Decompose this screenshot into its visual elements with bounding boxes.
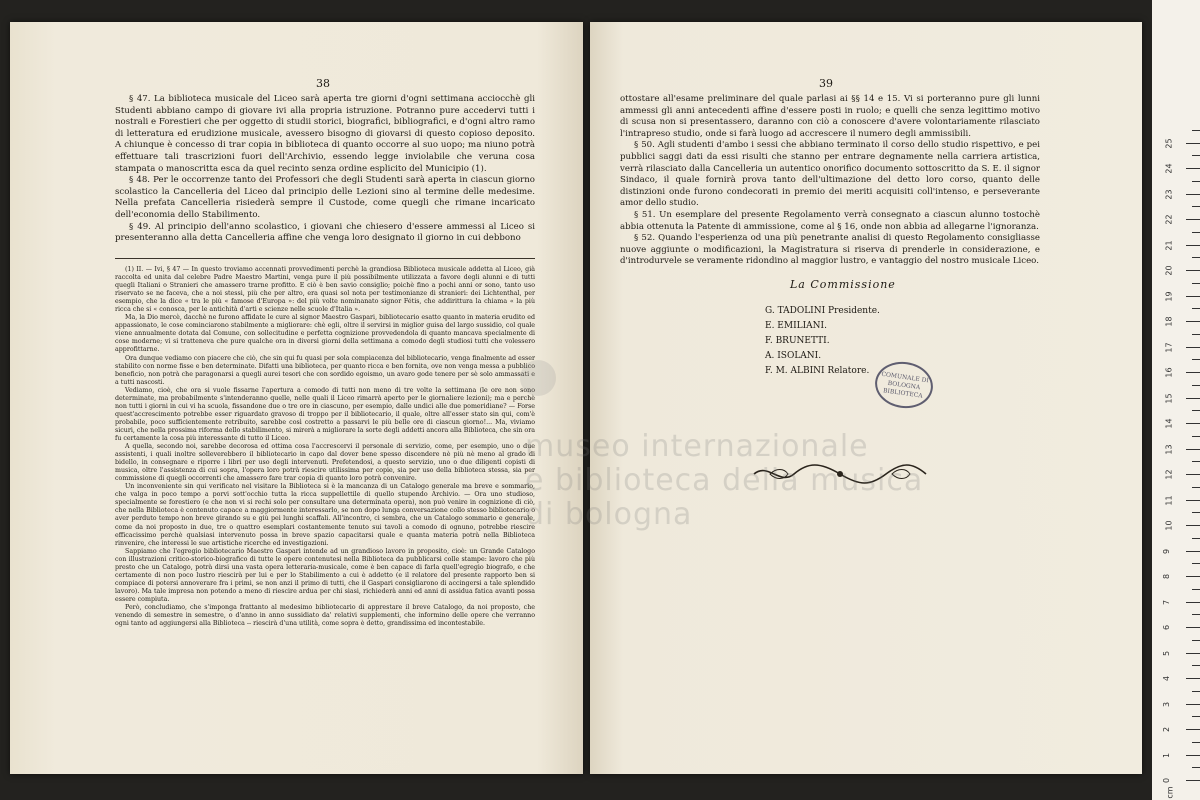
ruler-unit: cm: [1165, 786, 1175, 799]
right-page-number: 39: [819, 77, 833, 90]
ruler-half-tick: [1192, 538, 1200, 539]
ruler-half-tick: [1192, 691, 1200, 692]
footnote-paragraph: Ma, la Dio mercè, dacchè ne furono affidate le cure al signor Maestro Gaspari, bibliotecario esatto quanto in materia erudito ed appassionato, le cose cominciarono stabilmente a migliorare: chè egli, oltre il servirsi in miglior guisa del largo sussidio, col quale viene annualmente dotata dal Comune, con sollecitudine e perfetta cognizione provvedendola di quanto mancava specialmente di cose moderne; vi si tratteneva che pure qualche ora in diversi giorni della settimana a comodo degli studiosi tutti che volessero approfittarne.: [115, 314, 535, 354]
ruler-tick: [1186, 423, 1200, 424]
ruler-tick: [1186, 168, 1200, 169]
ruler-number: 6: [1162, 624, 1172, 631]
ruler-tick: [1186, 296, 1200, 297]
footnote-paragraph: Sappiamo che l'egregio bibliotecario Maestro Gaspari intende ad un grandioso lavoro in proposito, cioè: un Grande Catalogo con illustrazioni critico-storico-biografico di tutte le opere contenutesi nella Biblioteca da pubblicarsi colle stampe: lavoro che più presto che un Catalogo, potrà dirsi una vasta opera letteraria-musicale, come è ben capace di farla quell'egregio biografo, e che certamente di non poco lustro riescirà per lui e per lo Stabilimento a cui è addetto (e il relatore del presente rapporto ben si compiace di potersi annoverare fra i primi, se non anzi il primo di tutti, che il Gaspari consigliarono di accingersi a tale splendido lavoro). Ma tale impresa non potendo a meno di riescire ardua per chi siasi, richiederà anni ed anni di assidua fatica avanti possa essere compiuta.: [115, 547, 535, 603]
signatory: E. EMILIANI.: [765, 321, 827, 331]
ruler-half-tick: [1192, 640, 1200, 641]
footnote-paragraph: (1) II. — Ivi, § 47 — In questo troviamo accennati provvedimenti perchè la grandiosa Biblioteca musicale addetta al Liceo, già raccolta ed unita dal celebre Padre Maestro Martini, venga pure il più possibilmente utilizzata a favore degli alunni e di tutti quegli Italiani o Stranieri che amassero trarne profitto. E ciò è ben savio consiglio; poichè fino a pochi anni or sono, tanto uso riservato se ne faceva, che a noi stessi, più che per altro, era quasi sol nota per testimonianze di stranieri: dei Lichtenthal, per esempio, che la dice « tra le più « famose d'Europa »: del più volte nominanato signor Fétis, che addirittura la chiama « la più ricca che si « conosca, per le antichità d'arti e scienze nelle scuole d'Italia ».: [115, 266, 535, 314]
ruler-tick: [1186, 500, 1200, 501]
ruler-number: 12: [1164, 469, 1174, 480]
footnote-paragraph: Ora dunque vediamo con piacere che ciò, che sin qui fu quasi per sola compiacenza del bibliotecario, venga finalmente ad esser stabilito con norme fisse e ben determinate. Difatti una biblioteca, per quanto ricca e ben fornita, ove non venga messa a pubblico beneficio, non potrà che paragonarsi a quegli aurei tesori che con sordido egoismo, un avaro gode tenere per sè solo ammassati e a tutti nascosti.: [115, 354, 535, 386]
ruler-half-tick: [1192, 487, 1200, 488]
ruler-half-tick: [1192, 614, 1200, 615]
footnote-paragraph: Un inconveniente sin qui verificato nel visitare la Biblioteca si è la mancanza di un Catalogo generale ma breve e sommario, che valga in poco tempo a porvi sott'occhio tutta la ricca suppellettile di quello stupendo Archivio. — Ora uno studioso, specialmente se forestiero (e che non vi si rechi solo per consultare una determinata opera), non può venire in cognizione di ciò, che nella Biblioteca è contenuto capace a maggiormente interessarlo, se non dopo lunga conversazione collo stesso bibliotecario o aver perduto tempo non breve girando su e giù pei lunghi scaffali. All'incontro, ci sembra, che un Catalogo sommario e generale, come da noi proposto in due, tre o quattro esemplari costantemente tenuto sui tavoli a comodo di ognuno, potrebbe riescire efficacissimo perchè qualsiasi intervenuto possa in breve spazio capacitarsi quale e quanta materia potrà nella Biblioteca rinvenire, che interessi le sue artistiche ricerche ed investigazioni.: [115, 483, 535, 547]
paragraph-48: § 48. Per le occorrenze tanto dei Professori che degli Studenti sarà aperta in ciascun giorno scolastico la Cancelleria del Liceo dal principio delle Lezioni sino al termine delle medesime. Nella prefata Cancelleria risiederà sempre il Custode, come quegli che rimane incaricato dell'economia dello Stabilimento.: [115, 175, 535, 220]
ruler-number: 4: [1162, 675, 1172, 682]
paragraph-49: § 49. Al principio dell'anno scolastico, i giovani che chiesero d'essere ammessi al Liceo si presenteranno alla detta Cancelleria affine che venga loro designato il giorno in cui debbono: [115, 221, 535, 244]
signatory: F. M. ALBINI Relatore.: [765, 366, 870, 376]
measurement-ruler: [1152, 0, 1200, 800]
library-stamp: [872, 358, 936, 412]
watermark-logo: [520, 360, 556, 396]
ruler-tick: [1186, 602, 1200, 603]
ruler-number: 20: [1164, 265, 1174, 276]
ruler-number: 19: [1164, 290, 1174, 302]
ruler-half-tick: [1192, 181, 1200, 182]
ruler-tick: [1186, 270, 1200, 271]
ruler-number: 25: [1164, 137, 1174, 149]
ruler-tick: [1186, 729, 1200, 730]
ruler-tick: [1186, 321, 1200, 322]
ruler-number: 7: [1162, 599, 1172, 605]
ruler-number: 3: [1162, 701, 1172, 707]
paragraph-50: § 50. Agli studenti d'ambo i sessi che abbiano terminato il corso dello studio rispettivo, e pei pubblici saggi dati da essi risulti che stanno per entrare degnamente nella carriera artistica, verrà rilasciato dalla Cancelleria un autentico onorifico documento sottoscritto da S. E. il signor Sindaco, il quale fornirà prova tanto dell'ultimazione del detto loro corso, quanto delle distinzioni onde furono condecorati in premio dei meriti acquisiti coll'intenso, e perseverante amor dello studio.: [620, 140, 1040, 209]
ruler-tick: [1186, 653, 1200, 654]
ruler-number: 8: [1162, 573, 1172, 580]
ruler-tick: [1186, 627, 1200, 628]
ruler-half-tick: [1192, 232, 1200, 233]
left-page: [10, 22, 583, 774]
ruler-half-tick: [1192, 257, 1200, 258]
signatory: A. ISOLANI.: [765, 351, 822, 361]
left-page-number: 38: [316, 77, 330, 90]
ruler-half-tick: [1192, 283, 1200, 284]
ruler-number: 24: [1164, 163, 1174, 174]
ruler-tick: [1186, 194, 1200, 195]
ruler-half-tick: [1192, 742, 1200, 743]
commission-title: La Commissione: [790, 278, 896, 291]
ruler-tick: [1186, 678, 1200, 679]
ruler-tick: [1186, 704, 1200, 705]
signatories: [765, 304, 880, 379]
left-body: [115, 94, 535, 245]
ruler-number: 5: [1162, 650, 1172, 656]
ruler-number: 16: [1164, 367, 1174, 378]
ruler-half-tick: [1192, 461, 1200, 462]
ruler-number: 18: [1164, 316, 1174, 327]
ruler-number: 0: [1162, 777, 1172, 784]
right-page: [590, 22, 1142, 774]
footnote-paragraph: A quella, secondo noi, sarebbe decorosa ed ottima cosa l'accrescervi il personale di servizio, come, per esempio, uno o due assistenti, i quali inoltre solleverebbero il bibliotecario in capo dal dover bene spesso discendere nè più nè meno al grado di bidello, in consegnare e riporre i libri per uso degli intervenuti. Prefetendosi, a questo servizio, uno o due diligenti copisti di musica, oltre l'assistenza di cui sopra, l'opera loro potrà riescire utilissima per copie, sia per uso della biblioteca stessa, sia per commissione di quegli occorrenti che amassero fare trar copia di quanto loro potrà convenire.: [115, 443, 535, 483]
right-body: [620, 94, 1040, 268]
ruler-half-tick: [1192, 436, 1200, 437]
ruler-number: 13: [1164, 443, 1174, 455]
ruler-number: 22: [1164, 214, 1174, 225]
ruler-half-tick: [1192, 155, 1200, 156]
watermark-line: di bologna: [525, 497, 693, 532]
ruler-tick: [1186, 576, 1200, 577]
ruler-number: 1: [1162, 752, 1172, 758]
ruler-number: 21: [1164, 239, 1174, 251]
ruler-half-tick: [1192, 563, 1200, 564]
footnote-paragraph: Però, concludiamo, che s'imponga frattanto al medesimo bibliotecario di apprestare il breve Catalogo, da noi proposto, che venendo di semestre in semestre, o d'anno in anno sussidiato da' relativi supplementi, che informino delle opere che verranno ogni tanto ad aggiungersi alla Biblioteca -- riescirà d'una utilità, come sopra è detto, grandissima ed incontestabile.: [115, 603, 535, 628]
ruler-number: 23: [1164, 188, 1174, 200]
watermark-line: museo internazionale: [525, 429, 869, 464]
paragraph-51: § 51. Un esemplare del presente Regolamento verrà consegnato a ciascun alunno tostochè abbia ottenuta la Patente di ammissione, come al § 16, onde non abbia ad allegarne l'ignoranza.: [620, 209, 1040, 232]
footnote-paragraph: Vediamo, cioè, che ora si vuole fissarne l'apertura a comodo di tutti non meno di tre volte la settimana (le ore non sono determinate, ma probabilmente s'intenderanno quelle, nelle quali il Liceo rimarrà aperto per le giornaliere lezioni); ma e perchè non tutti i giorni in cui vi ha scuola, fissandone due o tre ore in ciascuno, per esempio, dalle undici alle due pomeridiane? — Forse quest'accrescimento potrebbe esser riguardato gravoso di troppo per il bibliotecario, il quale, oltre all'esser stato sin qui, com'è probabile, poco sufficientemente retribuito, sarebbe così costretto a passarvi le più belle ore di ciascun giorno!... Ma, viviamo sicuri, che nella prossima riforma dello stabilimento, si mirerà a migliorare la sorte degli addetti ancora alla Biblioteca, che sin ora fu certamente la cosa più interessante di tutto il Liceo.: [115, 386, 535, 442]
ruler-half-tick: [1192, 359, 1200, 360]
signatory: G. TADOLINI Presidente.: [765, 306, 880, 316]
signatory: F. BRUNETTI.: [765, 336, 830, 346]
ruler-tick: [1186, 525, 1200, 526]
ruler-tick: [1186, 474, 1200, 475]
ruler-tick: [1186, 755, 1200, 756]
ruler-tick: [1186, 780, 1200, 781]
ruler-half-tick: [1192, 512, 1200, 513]
ruler-number: 11: [1164, 494, 1174, 506]
ruler-tick: [1186, 245, 1200, 246]
ruler-number: 17: [1164, 341, 1174, 353]
ruler-half-tick: [1192, 589, 1200, 590]
ruler-half-tick: [1192, 767, 1200, 768]
ruler-half-tick: [1192, 206, 1200, 207]
ruler-number: 10: [1164, 520, 1174, 531]
paragraph-continued: ottostare all'esame preliminare del quale parlasi ai §§ 14 e 15. Vi si porteranno pure gli lunni ammessi gli anni antecedenti affine d'essere posti in ruolo; e quelli che senza legittimo motivo di scusa non si presentassero, daranno con ciò a conoscere d'avere volontariamente rilasciato l'intrapreso studio, onde si farà luogo ad accrescere il numero degli ammissibili.: [620, 94, 1040, 139]
ruler-tick: [1186, 143, 1200, 144]
ruler-number: 15: [1164, 392, 1174, 404]
ruler-half-tick: [1192, 385, 1200, 386]
ruler-half-tick: [1192, 130, 1200, 131]
ruler-half-tick: [1192, 410, 1200, 411]
watermark-line: e biblioteca della musica: [525, 463, 924, 498]
ruler-number: 14: [1164, 418, 1174, 429]
ruler-tick: [1186, 551, 1200, 552]
paragraph-52: § 52. Quando l'esperienza od una più penetrante analisi di questo Regolamento consigliasse nuove aggiunte o modificazioni, la Magistratura si riserva di prenderle in considerazione, e d'introdurvele se veramente ridondino al maggior lustro, e vantaggio del nostro musicale Liceo.: [620, 233, 1040, 267]
ruler-half-tick: [1192, 665, 1200, 666]
footnote: [115, 266, 535, 628]
ruler-tick: [1186, 449, 1200, 450]
ruler-tick: [1186, 219, 1200, 220]
stamp-text: COMUNALE DI BOLOGNA BIBLIOTECA: [880, 370, 930, 400]
footnote-rule: [115, 258, 535, 259]
ruler-half-tick: [1192, 716, 1200, 717]
ruler-tick: [1186, 347, 1200, 348]
ruler-number: 2: [1162, 726, 1172, 733]
ruler-tick: [1186, 398, 1200, 399]
ruler-half-tick: [1192, 308, 1200, 309]
ruler-tick: [1186, 372, 1200, 373]
paragraph-47: § 47. La biblioteca musicale del Liceo sarà aperta tre giorni d'ogni settimana acciocchè gli Studenti abbiano campo di giovare ivi alla propria istruzione. Potranno pure accedervi tutti i nostrali e Forestieri che per oggetto di studii storici, biografici, bibliografici, e d'ogni altro ramo di letteratura ed erudizione musicale, avessero bisogno di giovarsi di questo copioso deposito. A chiunque è concesso di trar copia in biblioteca di quanto occorre al suo uopo; ma niuno potrà effettuare tali trascrizioni fuori dell'Archivio, essendo legge inviolabile che veruna cosa stampata o manoscritta esca da quel recinto senza ordine esplicito del Municipio (1).: [115, 94, 535, 174]
ruler-half-tick: [1192, 334, 1200, 335]
ruler-number: 9: [1162, 548, 1172, 554]
